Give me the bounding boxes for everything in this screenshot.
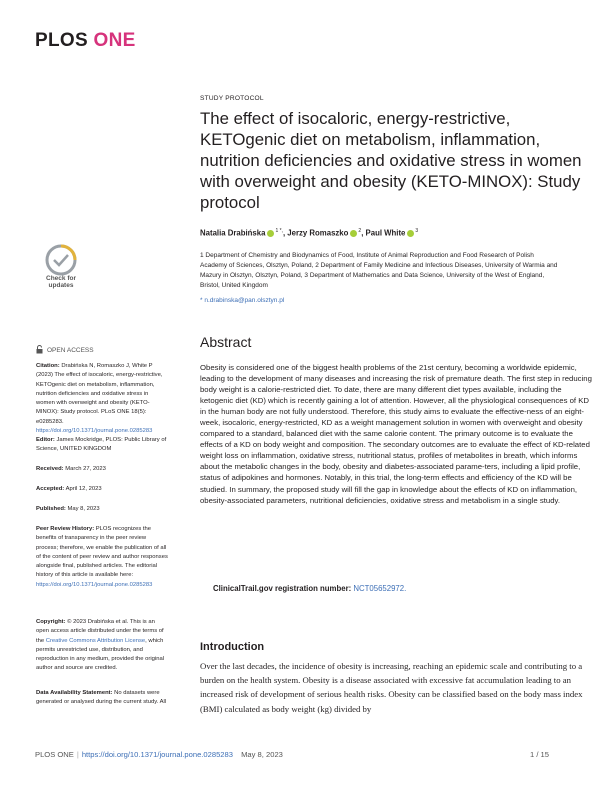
received-block bbox=[36, 465, 168, 474]
received-date: March 27, 2023 bbox=[65, 466, 106, 472]
accepted-block bbox=[36, 485, 168, 494]
article-type-label: STUDY PROTOCOL bbox=[200, 95, 264, 102]
received-label: Received: bbox=[36, 466, 64, 472]
updates-icon bbox=[36, 243, 86, 277]
copyright-text: © 2023 Drabińska et al. This is an open access article distributed under the terms of the bbox=[36, 619, 164, 644]
journal-logo[interactable] bbox=[35, 30, 136, 52]
logo-one: ONE bbox=[93, 30, 136, 51]
author-affiliation-sup: 3 bbox=[415, 228, 419, 234]
published-date: May 8, 2023 bbox=[67, 506, 100, 512]
introduction-text: Over the last decades, the incidence of obesity is increasing, reaching an epidemic scale and contributing to a burden on the health system. Obesity is a disease associated with excessive fat accumulation leading to an increased risk of development of serious health risks. Obesity can be classified based on the body mass index (BMI) calculated as body weight (kg) divided by bbox=[200, 661, 583, 714]
affiliations: 1 Department of Chemistry and Biodynamics of Food, Institute of Animal Reproduction and Food Research of Polish Academy of Sciences, Olsztyn, Poland, 2 Department of Family Medicine and Infectious Diseases, University of Warmia and Mazury in Olsztyn, Olsztyn, Poland, 3 Department of Mathematics and Data Science, University of the West of England, Bristol, United Kingdom bbox=[200, 252, 558, 289]
accepted-date: April 12, 2023 bbox=[65, 486, 102, 492]
author-name[interactable]: Paul White bbox=[365, 228, 406, 238]
introduction-heading: Introduction bbox=[200, 641, 265, 653]
copyright-text-cont: , which permits unrestricted use, distribution, and reproduction in any medium, provided the original author and source are credited. bbox=[36, 637, 164, 672]
citation-doi-link[interactable]: https://doi.org/10.1371/journal.pone.0285283 bbox=[36, 428, 153, 435]
author-affiliation-sup: 2 bbox=[358, 228, 362, 234]
badge-text bbox=[36, 275, 86, 289]
footer-date: May 8, 2023 bbox=[241, 750, 283, 759]
published-label: Published: bbox=[36, 506, 66, 512]
author-name[interactable]: Natalia Drabińska bbox=[200, 228, 266, 238]
author-name[interactable]: Jerzy Romaszko bbox=[287, 228, 349, 238]
peer-review-label: Peer Review History: bbox=[36, 526, 95, 532]
logo-plos: PLOS bbox=[35, 30, 88, 51]
footer-separator: | bbox=[76, 750, 79, 759]
page-footer bbox=[35, 750, 283, 759]
peer-review-text: PLOS recognizes the benefits of transparency in the peer review process; therefore, we enable the publication of all of the content of peer review and author responses alongside final, published articles. The editorial history of this article is available here: bbox=[36, 526, 168, 579]
article-title: The effect of isocaloric, energy-restrictive, KETOgenic diet on metabolism, inflammation, nutrition deficiencies and oxidative stress in women with overweight and obesity (KETO-MINOX): Study protocol bbox=[200, 109, 582, 212]
page-number: 1 / 15 bbox=[530, 750, 549, 759]
editor-block bbox=[36, 436, 168, 455]
peer-review-block bbox=[36, 525, 168, 590]
citation-block bbox=[36, 362, 168, 436]
orcid-icon[interactable] bbox=[267, 230, 274, 237]
author-list bbox=[200, 228, 418, 238]
footer-journal: PLOS ONE bbox=[35, 750, 74, 759]
copyright-block bbox=[36, 618, 168, 674]
open-access bbox=[36, 345, 94, 354]
badge-line: updates bbox=[48, 282, 74, 289]
footer-doi-link[interactable]: https://doi.org/10.1371/journal.pone.0285283 bbox=[81, 750, 233, 759]
citation-label: Citation: bbox=[36, 363, 60, 369]
registration-label: ClinicalTrail.gov registration number: bbox=[213, 584, 352, 593]
open-lock-icon bbox=[36, 345, 43, 354]
published-block bbox=[36, 505, 168, 514]
citation-text: Drabińska N, Romaszko J, White P (2023) The effect of isocaloric, energy-restrictive, KETOgenic diet on metabolism, inflammation, nutrition deficiencies and oxidative stress in women with overweight and obesity (KETO-MINOX): Study protocol. PLoS ONE 18(5): e0285283. bbox=[36, 363, 163, 425]
badge-line: Check for bbox=[46, 275, 76, 282]
author-separator: , bbox=[361, 228, 366, 238]
copyright-label: Copyright: bbox=[36, 619, 66, 625]
corresponding-email[interactable]: * n.drabinska@pan.olsztyn.pl bbox=[200, 297, 285, 304]
peer-review-link[interactable]: https://doi.org/10.1371/journal.pone.0285283 bbox=[36, 581, 153, 588]
abstract-text: Obesity is considered one of the biggest health problems of the 21st century, becoming a worldwide epidemic, leading to the development of many diseases and increasing the risk of premature death. The first step in reducing body weight is a calorie-restricted diet. To date, there are many different diet types available, including the ketogenic diet (KD) which is recently gaining a lot of attention. However, all the physiological consequences of KD in the human body are not fully understood. Therefore, this study aims to evaluate the effective-ness of an eight-week, isocaloric, energy-restricted, KD as a weight management solution in women with overweight and obesity compared to a standard, balanced diet with the same calorie content. The primary outcome is to evaluate the effects of a KD on body weight and composition. The secondary outcomes are to evaluate the effect of KD-related weight loss on inflammation, oxidative stress, nutritional status, profiles of metabolites in breath, which informs about the metabolic changes in the body, obesity and diabetes-associated parame-ters, including a lipid profile, status of adipokines and hormones. Notably, in this trial, the long-term effects and efficiency of the KD will be studied. In summary, the proposed study will fill the gap in knowledge about the effects of KD on inflammation, obesity-associated parameters, nutritional deficiencies, oxidative stress and metabolism in a single study. bbox=[200, 363, 592, 505]
abstract-heading: Abstract bbox=[200, 334, 252, 350]
editor-text: James Mockridge, PLOS: Public Library of Science, UNITED KINGDOM bbox=[36, 437, 167, 453]
registration-link[interactable]: NCT05652972. bbox=[353, 584, 407, 593]
author-separator: , bbox=[282, 228, 288, 238]
license-link[interactable]: Creative Commons Attribution License bbox=[45, 637, 146, 644]
orcid-icon[interactable] bbox=[407, 230, 414, 237]
footer-separator bbox=[236, 750, 238, 759]
registration-line bbox=[213, 584, 406, 593]
open-access-label: OPEN ACCESS bbox=[47, 347, 94, 354]
orcid-icon[interactable] bbox=[350, 230, 357, 237]
accepted-label: Accepted: bbox=[36, 486, 65, 492]
author-affiliation-sup: 1 *, bbox=[275, 228, 283, 234]
data-availability-label: Data Availability Statement: bbox=[36, 690, 113, 696]
data-availability-text: No datasets were generated or analysed during the current study. All bbox=[36, 690, 167, 706]
data-availability-block bbox=[36, 689, 168, 708]
editor-label: Editor: bbox=[36, 437, 55, 443]
